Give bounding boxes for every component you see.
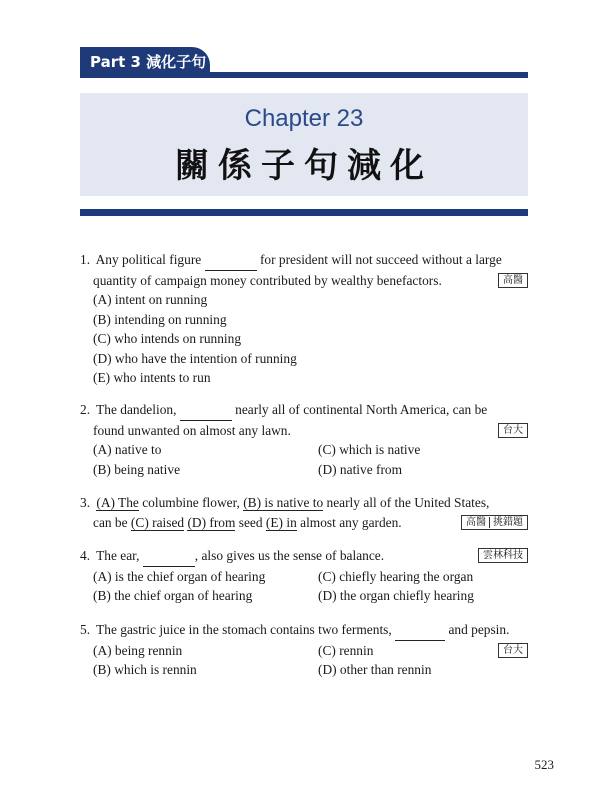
- option: (D) native from: [318, 461, 403, 477]
- question-stem: nearly all of continental North America, can be: [235, 402, 488, 417]
- error-option: (D) from: [187, 514, 236, 530]
- source-tag: 台大: [498, 423, 528, 438]
- question-1: [80, 250, 530, 388]
- question-number: 5.: [80, 622, 91, 637]
- answer-blank: [143, 546, 195, 567]
- option: (D) other than rennin: [318, 662, 432, 677]
- question-4: [80, 546, 530, 606]
- chapter-rule: [80, 209, 528, 216]
- question-stem: and pepsin.: [448, 622, 510, 637]
- option: (B) intending on running: [93, 311, 227, 327]
- chapter-title: 關係子句減化: [175, 146, 433, 186]
- option: (A) being rennin: [93, 642, 183, 658]
- question-stem: for president will not succeed without a large: [259, 252, 502, 267]
- option: (A) is the chief organ of hearing: [93, 568, 266, 584]
- question-stem: The gastric juice in the stomach contains two ferments,: [96, 622, 392, 637]
- answer-blank: [395, 620, 445, 641]
- option: (C) who intends on running: [93, 331, 242, 346]
- question-stem: can be: [93, 514, 131, 530]
- question-stem: seed: [235, 514, 266, 530]
- question-stem: Any political figure: [95, 252, 202, 267]
- source-tag-type: 挑錯題: [493, 516, 523, 528]
- source-tag: [461, 515, 528, 530]
- question-stem: The ear,: [96, 548, 140, 563]
- question-stem: quantity of campaign money contributed by wealthy benefactors.: [93, 272, 442, 288]
- option: (D) who have the intention of running: [93, 350, 297, 366]
- part-label: Part 3 減化子句: [90, 53, 207, 71]
- source-tag: 雲林科技: [478, 548, 528, 563]
- chapter-heading: [80, 93, 528, 196]
- question-stem: found unwanted on almost any lawn.: [93, 422, 291, 438]
- option: (A) native to: [93, 442, 162, 457]
- error-option: (E) in: [265, 514, 297, 530]
- tag-divider: [489, 517, 490, 528]
- error-option: (C) raised: [130, 514, 185, 530]
- question-5: [80, 620, 530, 680]
- option: (C) chiefly hearing the organ: [318, 568, 474, 584]
- question-stem: The dandelion,: [96, 402, 177, 417]
- question-stem: nearly all of the United States,: [323, 495, 490, 510]
- part-rule: [80, 72, 528, 78]
- option: (C) which is native: [318, 442, 421, 457]
- question-2: [80, 400, 530, 479]
- question-3: [80, 493, 530, 532]
- chapter-number: Chapter 23: [244, 105, 364, 132]
- question-number: 4.: [80, 548, 91, 563]
- question-stem: , also gives us the sense of balance.: [194, 548, 385, 563]
- question-number: 1.: [80, 252, 91, 267]
- option: (A) intent on running: [93, 292, 208, 307]
- option: (B) being native: [93, 461, 181, 477]
- option: (C) rennin: [318, 642, 374, 658]
- option: (B) the chief organ of hearing: [93, 588, 253, 603]
- answer-blank: [205, 250, 257, 271]
- error-option: (A) The: [96, 495, 139, 510]
- error-option: (B) is native to: [243, 495, 324, 510]
- question-stem: columbine flower,: [138, 495, 244, 510]
- option: (D) the organ chiefly hearing: [318, 588, 474, 603]
- question-number: 3.: [80, 495, 91, 510]
- question-stem: almost any garden.: [296, 514, 402, 530]
- option: (B) which is rennin: [93, 662, 197, 677]
- page-number: 523: [534, 757, 554, 772]
- answer-blank: [180, 400, 232, 421]
- source-tag-school: 高醫: [466, 516, 486, 528]
- source-tag: 高醫: [498, 273, 528, 288]
- source-tag: 台大: [498, 643, 528, 658]
- question-number: 2.: [80, 402, 91, 417]
- option: (E) who intents to run: [93, 370, 211, 385]
